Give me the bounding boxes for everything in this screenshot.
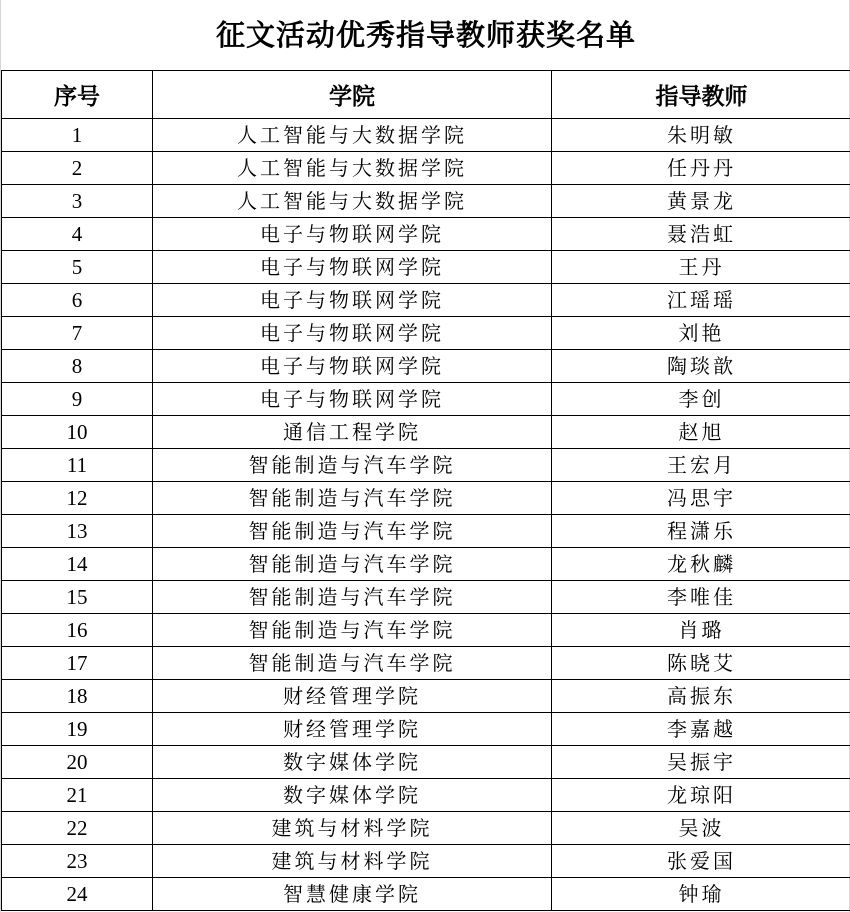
teacher-cell: 黄景龙 [552,185,850,218]
row-number-cell: 22 [2,812,153,845]
teacher-cell: 高振东 [552,680,850,713]
college-cell: 人工智能与大数据学院 [153,185,552,218]
table-row [2,383,850,416]
college-cell: 电子与物联网学院 [153,383,552,416]
college-cell: 电子与物联网学院 [153,218,552,251]
table-row [2,581,850,614]
table-row [2,845,850,878]
teacher-cell: 聂浩虹 [552,218,850,251]
table-row [2,251,850,284]
table-row [2,680,850,713]
row-number-cell: 1 [2,119,153,152]
college-cell: 电子与物联网学院 [153,317,552,350]
table-row [2,317,850,350]
teacher-cell: 王宏月 [552,449,850,482]
college-cell: 智能制造与汽车学院 [153,647,552,680]
college-cell: 电子与物联网学院 [153,251,552,284]
table-row [2,548,850,581]
row-number-cell: 9 [2,383,153,416]
teacher-cell: 钟瑜 [552,878,850,911]
table-row [2,713,850,746]
table-row [2,614,850,647]
college-cell: 人工智能与大数据学院 [153,152,552,185]
table-header-row [2,71,850,119]
row-number-cell: 11 [2,449,153,482]
row-number-cell: 13 [2,515,153,548]
teacher-cell: 龙琼阳 [552,779,850,812]
table-row [2,152,850,185]
table-body [2,119,850,911]
table-row [2,416,850,449]
column-header-college: 学院 [153,71,552,119]
row-number-cell: 5 [2,251,153,284]
college-cell: 人工智能与大数据学院 [153,119,552,152]
teacher-cell: 李创 [552,383,850,416]
college-cell: 智慧健康学院 [153,878,552,911]
college-cell: 财经管理学院 [153,680,552,713]
teacher-cell: 陈晓艾 [552,647,850,680]
row-number-cell: 4 [2,218,153,251]
row-number-cell: 23 [2,845,153,878]
row-number-cell: 6 [2,284,153,317]
row-number-cell: 21 [2,779,153,812]
teacher-cell: 吴振宇 [552,746,850,779]
table-row [2,515,850,548]
table-row [2,284,850,317]
table-row [2,350,850,383]
college-cell: 通信工程学院 [153,416,552,449]
table-row [2,482,850,515]
table-row [2,779,850,812]
table-row [2,119,850,152]
table-row [2,647,850,680]
row-number-cell: 14 [2,548,153,581]
row-number-cell: 10 [2,416,153,449]
college-cell: 智能制造与汽车学院 [153,614,552,647]
row-number-cell: 24 [2,878,153,911]
table-row [2,878,850,911]
table-row [2,449,850,482]
row-number-cell: 8 [2,350,153,383]
table-row [2,746,850,779]
college-cell: 财经管理学院 [153,713,552,746]
teacher-cell: 任丹丹 [552,152,850,185]
row-number-cell: 12 [2,482,153,515]
teacher-cell: 张爱国 [552,845,850,878]
award-table [1,70,850,911]
teacher-cell: 刘艳 [552,317,850,350]
teacher-cell: 肖璐 [552,614,850,647]
college-cell: 电子与物联网学院 [153,350,552,383]
table-row [2,218,850,251]
teacher-cell: 吴波 [552,812,850,845]
college-cell: 数字媒体学院 [153,746,552,779]
row-number-cell: 3 [2,185,153,218]
table-row [2,812,850,845]
college-cell: 数字媒体学院 [153,779,552,812]
college-cell: 智能制造与汽车学院 [153,482,552,515]
college-cell: 智能制造与汽车学院 [153,515,552,548]
teacher-cell: 江瑶瑶 [552,284,850,317]
table-row [2,185,850,218]
row-number-cell: 15 [2,581,153,614]
page-title: 征文活动优秀指导教师获奖名单 [215,18,636,52]
teacher-cell: 龙秋麟 [552,548,850,581]
row-number-cell: 7 [2,317,153,350]
row-number-cell: 18 [2,680,153,713]
row-number-cell: 19 [2,713,153,746]
teacher-cell: 冯思宇 [552,482,850,515]
row-number-cell: 2 [2,152,153,185]
teacher-cell: 朱明敏 [552,119,850,152]
college-cell: 建筑与材料学院 [153,812,552,845]
column-header-teacher: 指导教师 [552,71,850,119]
column-header-no: 序号 [2,71,153,119]
row-number-cell: 17 [2,647,153,680]
teacher-cell: 李嘉越 [552,713,850,746]
college-cell: 智能制造与汽车学院 [153,449,552,482]
row-number-cell: 20 [2,746,153,779]
teacher-cell: 王丹 [552,251,850,284]
teacher-cell: 程潇乐 [552,515,850,548]
teacher-cell: 陶琰歆 [552,350,850,383]
college-cell: 智能制造与汽车学院 [153,581,552,614]
row-number-cell: 16 [2,614,153,647]
college-cell: 电子与物联网学院 [153,284,552,317]
teacher-cell: 李唯佳 [552,581,850,614]
college-cell: 智能制造与汽车学院 [153,548,552,581]
college-cell: 建筑与材料学院 [153,845,552,878]
teacher-cell: 赵旭 [552,416,850,449]
